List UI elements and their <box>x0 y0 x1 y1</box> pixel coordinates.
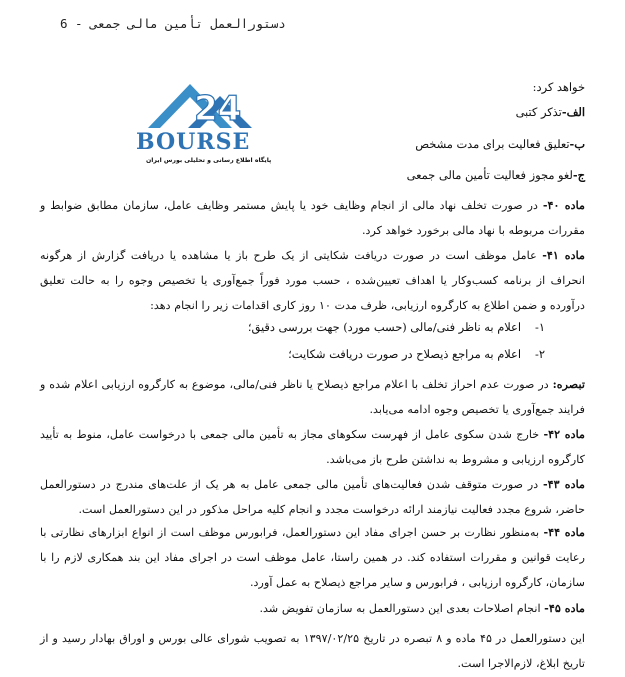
item-number: ۱- <box>535 320 545 334</box>
logo-tagline: پایگاه اطلاع رسانی و تحلیلی بورس ایران <box>146 157 272 164</box>
demand-item-label: ج- <box>572 168 585 182</box>
demand-item-label: الف- <box>561 105 585 119</box>
article-title: ماده ۴۵- <box>544 601 585 615</box>
logo-mark-icon <box>128 76 318 136</box>
article-text: به‌منظور نظارت بر حسن اجرای مفاد این دستورالعمل، فرابورس موظف است از انواع ابزارهای نظارتی با رعایت قوانین و مقررات استفاده کند. در همین راستا، عامل موظف است در اجرای مفاد این بند همکاری لازم را با سازمان، کارگروه ارزیابی ، فرابورس و سایر مراجع ذیصلاح به عمل آورد. <box>40 526 585 589</box>
logo-brand: BOURSE <box>136 129 251 155</box>
article-44 <box>40 520 585 595</box>
article-40 <box>40 193 585 243</box>
demand-item-a <box>516 105 585 120</box>
article-42 <box>40 422 585 472</box>
article-45 <box>40 596 585 621</box>
article-title: ماده ۴۱- <box>542 248 585 262</box>
note <box>40 372 585 422</box>
logo-number: 24 <box>194 89 242 129</box>
article-title: ماده ۴۰- <box>542 198 585 212</box>
item-text: اعلام به مراجع ذیصلاح در صورت دریافت شکایت؛ <box>288 347 522 361</box>
demands-intro: خواهد کرد: <box>532 80 585 94</box>
article-title: ماده ۴۴- <box>543 525 585 539</box>
article-text: عامل موظف است در صورت دریافت شکایتی از یک طرح باز یا مشاهده یا دریافت گزارش از هرگونه انحراف از برنامه کسب‌وکار یا اهداف تعیین‌شده ، حسب مورد فوراً جمع‌آوری یا تخصیص وجوه را به حالت تعلیق درآورده و ضمن اطلاع به کارگروه ارزیابی، ظرف مدت ۱۰ روز کاری اقدامات زیر را انجام دهد: <box>40 249 585 312</box>
demand-item-text: تذکر کتبی <box>515 105 562 119</box>
demand-item-b <box>415 137 585 152</box>
page-header: دستورالعمل تأمین مالی جمعی - 6 <box>60 16 286 31</box>
demand-item-text: لغو مجوز فعالیت تأمین مالی جمعی <box>406 168 573 182</box>
note-title: تبصره: <box>552 377 585 391</box>
article-41-item-1 <box>248 320 545 335</box>
note-text: در صورت عدم احراز تخلف با اعلام مراجع ذیصلاح یا ناظر فنی/مالی، موضوع به کارگروه ارزیابی اعلام شده و فرایند جمع‌آوری یا تخصیص وجوه ادامه می‌یابد. <box>40 378 585 416</box>
demand-item-text: تعلیق فعالیت برای مدت مشخص <box>415 137 570 151</box>
article-41 <box>40 243 585 318</box>
article-43 <box>40 472 585 522</box>
item-number: ۲- <box>535 347 545 361</box>
bourse-logo <box>128 76 318 172</box>
article-41-item-2 <box>288 347 545 362</box>
demand-item-c <box>407 168 585 183</box>
demand-item-label: ب- <box>569 137 585 151</box>
article-text: در صورت تخلف نهاد مالی از انجام وظایف خود یا پایش مستمر وظایف عامل، سازمان مطابق ضوابط و مقررات مربوطه با نهاد مالی برخورد خواهد کرد. <box>40 199 585 237</box>
article-text: انجام اصلاحات بعدی این دستورالعمل به سازمان تفویض شد. <box>259 602 541 615</box>
closing-text: این دستورالعمل در ۴۵ ماده و ۸ تبصره در تاریخ ۱۳۹۷/۰۲/۲۵ به تصویب شورای عالی بورس و اوراق بهادار رسید و از تاریخ ابلاغ، لازم‌الاجرا است. <box>40 632 585 670</box>
closing-statement <box>40 626 585 676</box>
article-title: ماده ۴۲- <box>543 427 585 441</box>
article-text: در صورت متوقف شدن فعالیت‌های تأمین مالی جمعی عامل به هر یک از علت‌های مندرج در دستورالعمل حاضر، شروع مجدد فعالیت نیازمند ارائه درخواست مجدد و انجام کلیه مراحل مذکور در این دستورالعمل است. <box>40 478 585 516</box>
article-title: ماده ۴۳- <box>543 477 585 491</box>
item-text: اعلام به ناظر فنی/مالی (حسب مورد) جهت بررسی دقیق؛ <box>247 320 522 334</box>
article-text: خارج شدن سکوی عامل از فهرست سکوهای مجاز به تأمین مالی جمعی با درخواست عامل، منوط به تأیید کارگروه ارزیابی و مشروط به نداشتن طرح باز می‌باشد. <box>40 428 585 466</box>
